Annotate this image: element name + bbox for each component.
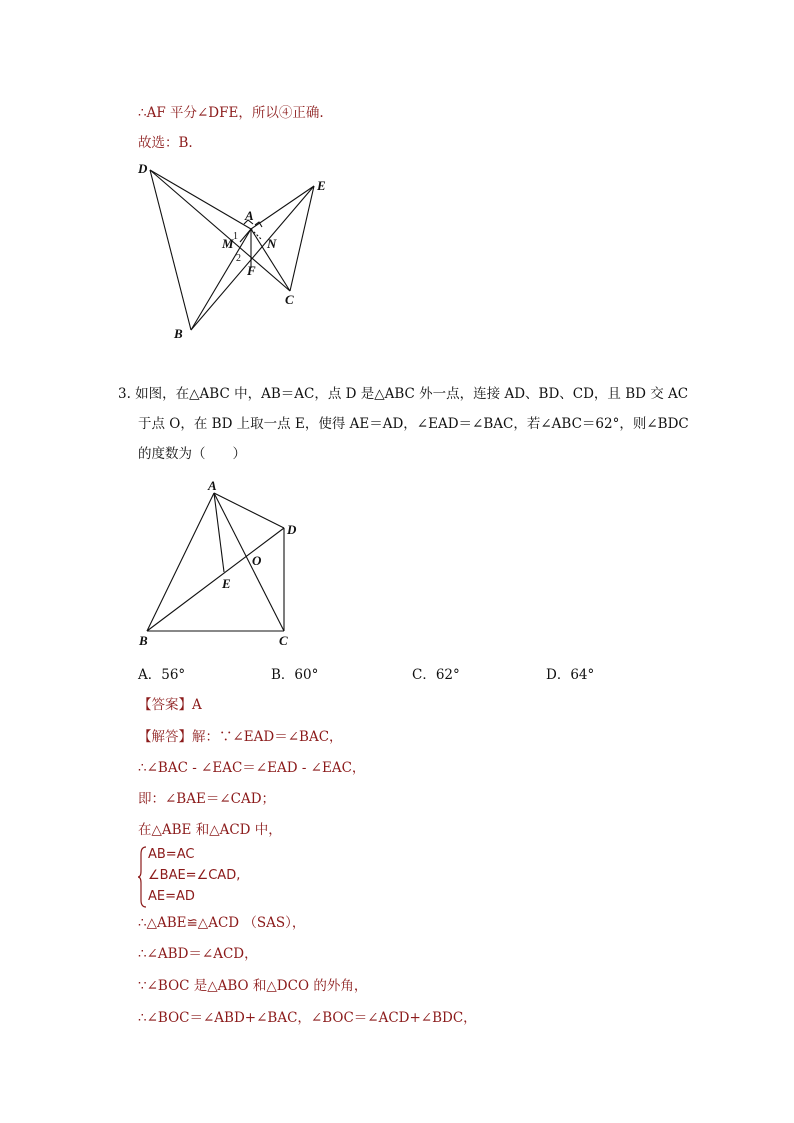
label-A: A (245, 208, 254, 223)
equation-system (138, 846, 338, 908)
label-F: F (247, 263, 256, 278)
label-N: N (267, 236, 277, 251)
solution-step-5: ∴△ABE≌△ACD （SAS）， (138, 915, 306, 931)
question-3-line-2: 于点 O，在 BD 上取一点 E，使得 AE＝AD，∠EAD＝∠BAC，若∠ABC＝62°，则∠BDC (138, 416, 689, 432)
label-E: E (222, 576, 231, 591)
label-O: O (252, 553, 262, 568)
solution-step-3: 即：∠BAE＝∠CAD； (138, 791, 276, 807)
system-eq-1: AB=AC (148, 847, 195, 862)
figure-1-diagram (134, 160, 334, 345)
segment-AM (240, 229, 251, 242)
segment-EC (290, 186, 314, 291)
left-brace-icon (138, 846, 148, 908)
segment-DC (150, 170, 290, 291)
segment-BD (147, 528, 284, 631)
choice-b: B．60° (271, 667, 319, 683)
solution-step-7: ∵∠BOC 是△ABO 和△DCO 的外角， (138, 978, 368, 994)
label-angle-1: 1 (233, 231, 238, 242)
solution-step-4: 在△ABE 和△ACD 中， (138, 822, 282, 838)
segment-AE (214, 493, 224, 572)
figure-2-diagram (134, 476, 324, 656)
question-3-line-1: 3. 如图，在△ABC 中，AB＝AC，点 D 是△ABC 外一点，连接 AD、BD、CD，且 BD 交 AC (118, 386, 689, 402)
segment-DB (150, 170, 191, 330)
conclusion-text: ∴AF 平分∠DFE，所以④正确. (138, 105, 324, 121)
label-angle-2: 2 (236, 253, 241, 264)
answer-pick-text: 故选：B. (138, 135, 193, 151)
segment-BA (191, 229, 251, 330)
system-eq-2: ∠BAE=∠CAD, (148, 868, 241, 883)
solution-step-6: ∴∠ABD＝∠ACD， (138, 946, 258, 962)
choice-c: C．62° (412, 667, 460, 683)
label-D: D (138, 161, 148, 176)
label-E: E (317, 178, 326, 193)
segment-AC (214, 493, 284, 631)
segment-DA (150, 170, 251, 229)
answer-line: 【答案】A (138, 697, 202, 713)
label-C: C (285, 292, 294, 307)
choice-d: D．64° (546, 667, 595, 683)
label-M: M (222, 236, 234, 251)
solution-step-1: 【解答】解：∵∠EAD＝∠BAC， (138, 729, 343, 745)
question-3-line-3: 的度数为（ ） (138, 446, 246, 462)
segment-AB (147, 493, 214, 631)
label-B: B (174, 326, 183, 341)
label-C: C (279, 633, 288, 648)
label-D: D (287, 522, 297, 537)
solution-step-8: ∴∠BOC＝∠ABD+∠BAC，∠BOC＝∠ACD+∠BDC， (138, 1010, 477, 1026)
system-eq-3: AE=AD (148, 889, 195, 904)
segment-AD (214, 493, 284, 528)
choice-a: A．56° (138, 667, 186, 683)
label-A: A (208, 478, 217, 493)
solution-step-2: ∴∠BAC - ∠EAC＝∠EAD - ∠EAC， (138, 760, 366, 776)
label-B: B (139, 633, 148, 648)
choices-row (138, 663, 658, 683)
